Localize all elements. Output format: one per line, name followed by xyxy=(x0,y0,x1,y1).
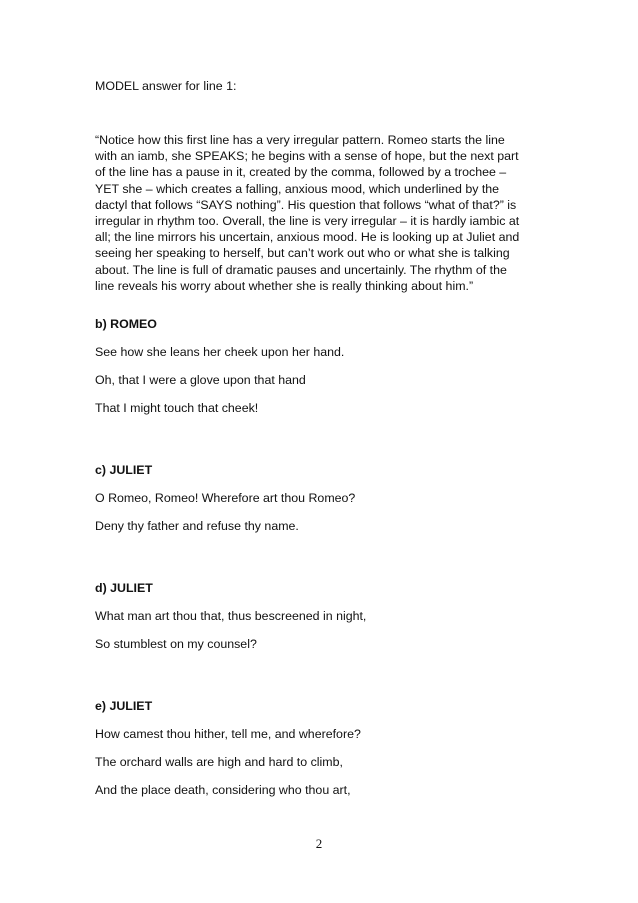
section-heading-b: b) ROMEO xyxy=(95,317,157,331)
model-answer-line: seeing her speaking to herself, but can’t work out who or what she is talking xyxy=(95,246,510,261)
model-answer-heading: MODEL answer for line 1: xyxy=(95,79,237,93)
verse-line: That I might touch that cheek! xyxy=(95,401,259,415)
verse-line: How camest thou hither, tell me, and wherefore? xyxy=(95,727,361,741)
verse-line: And the place death, considering who thou art, xyxy=(95,783,351,797)
section-heading-e: e) JULIET xyxy=(95,699,153,713)
verse-line: Deny thy father and refuse thy name. xyxy=(95,519,299,533)
model-answer-line: irregular in rhythm too. Overall, the line is very irregular – it is hardly iambic at xyxy=(95,214,520,229)
model-answer-line: all; the line mirrors his uncertain, anxious mood. He is looking up at Juliet and xyxy=(95,230,520,245)
section-heading-c: c) JULIET xyxy=(95,463,153,477)
section-heading-d: d) JULIET xyxy=(95,581,153,595)
verse-line: What man art thou that, thus bescreened in night, xyxy=(95,609,367,623)
model-answer-paragraph xyxy=(95,132,545,294)
model-answer-line: dactyl that follows “SAYS nothing”. His question that follows “what of that?” is xyxy=(95,197,517,212)
model-answer-line: line reveals his worry about whether she is really thinking about him.” xyxy=(95,278,474,293)
verse-line: The orchard walls are high and hard to climb, xyxy=(95,755,343,769)
verse-line: So stumblest on my counsel? xyxy=(95,637,257,651)
model-answer-line: with an iamb, she SPEAKS; he begins with a sense of hope, but the next part xyxy=(95,149,519,164)
model-answer-line: about. The line is full of dramatic pauses and uncertainly. The rhythm of the xyxy=(95,262,507,277)
model-answer-line: of the line has a pause in it, created by the comma, followed by a trochee – xyxy=(95,165,507,180)
model-answer-line: YET she – which creates a falling, anxious mood, which underlined by the xyxy=(95,181,500,196)
page-number: 2 xyxy=(315,836,323,851)
model-answer-line: “Notice how this first line has a very irregular pattern. Romeo starts the line xyxy=(95,133,505,147)
verse-line: See how she leans her cheek upon her hand. xyxy=(95,345,345,359)
verse-line: O Romeo, Romeo! Wherefore art thou Romeo? xyxy=(95,491,356,505)
verse-line: Oh, that I were a glove upon that hand xyxy=(95,373,306,387)
